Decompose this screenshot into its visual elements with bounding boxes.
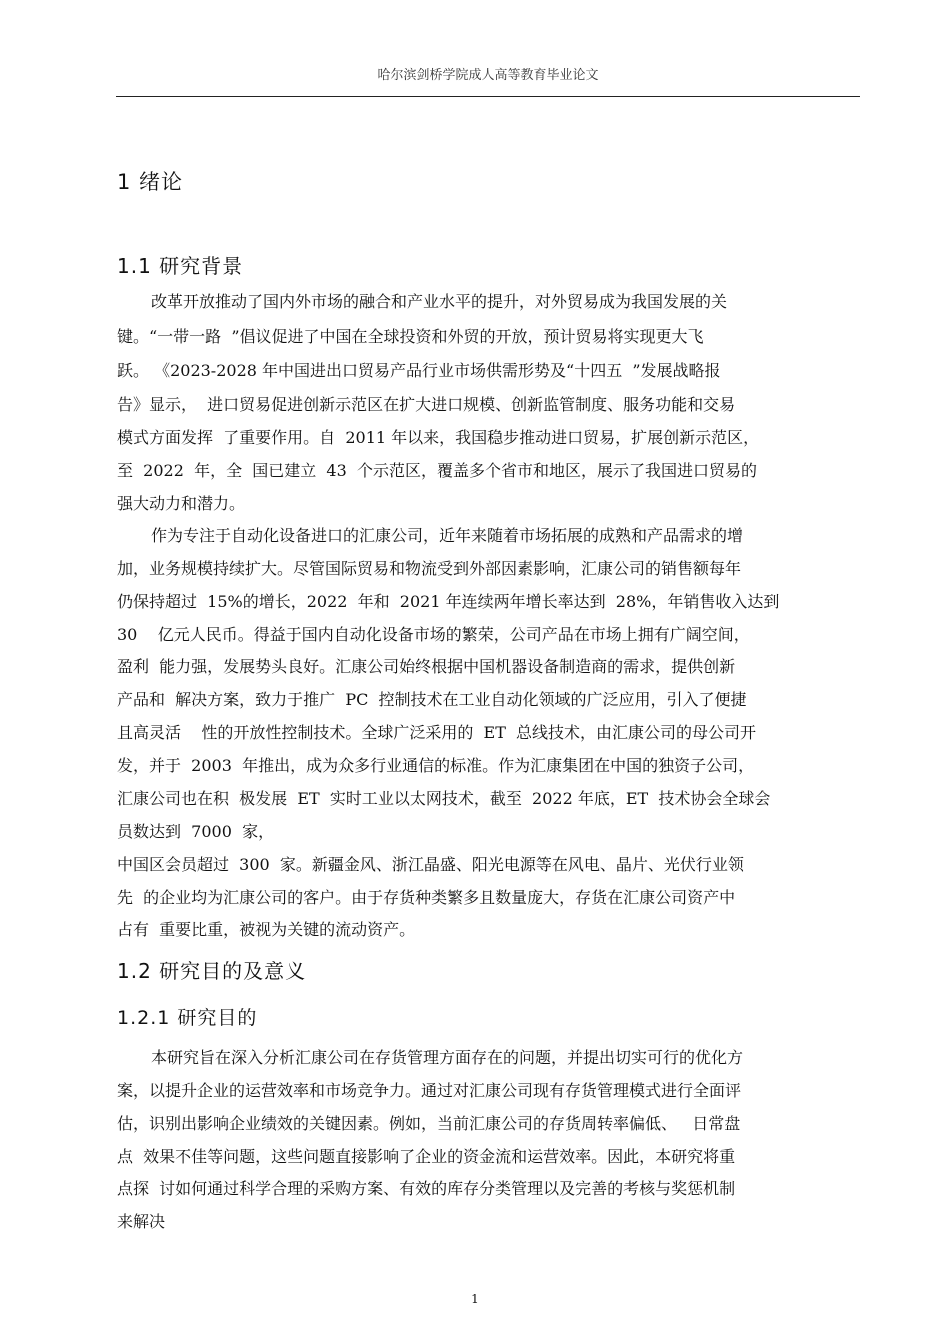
section-title-1-1: 1.1 研究背景	[117, 254, 244, 278]
header-rule	[116, 96, 860, 97]
paragraph-line: 员数达到 7000 家，	[117, 822, 275, 841]
paragraph-line: 盈利 能力强，发展势头良好。汇康公司始终根据中国机器设备制造商的需求，提供创新	[117, 657, 736, 676]
paragraph-line: 至 2022 年，全 国已建立 43 个示范区，覆盖多个省市和地区，展示了我国进口贸易的	[117, 461, 757, 480]
section-title-1-2-1: 1.2.1 研究目的	[117, 1007, 258, 1029]
paragraph-line: 30 亿元人民币。得益于国内自动化设备市场的繁荣，公司产品在市场上拥有广阔空间，	[117, 625, 750, 644]
paragraph-line: 本研究旨在深入分析汇康公司在存货管理方面存在的问题，并提出切实可行的优化方	[151, 1048, 744, 1067]
running-header: 哈尔滨剑桥学院成人高等教育毕业论文	[377, 68, 599, 83]
chapter-title: 1 绪论	[117, 170, 184, 194]
paragraph-line: 产品和 解决方案，致力于推广 PC 控制技术在工业自动化领域的广泛应用，引入了便捷	[117, 690, 747, 709]
paragraph-line: 汇康公司也在积 极发展 ET 实时工业以太网技术，截至 2022 年底，ET 技术协会全球会	[117, 789, 771, 808]
section-title-1-2: 1.2 研究目的及意义	[117, 959, 307, 983]
paragraph-line: 改革开放推动了国内外市场的融合和产业水平的提升，对外贸易成为我国发展的关	[151, 292, 728, 311]
paragraph-line: 先 的企业均为汇康公司的客户。由于存货种类繁多且数量庞大，存货在汇康公司资产中	[117, 888, 736, 907]
paragraph-line: 且高灵活 性的开放性控制技术。全球广泛采用的 ET 总线技术，由汇康公司的母公司开	[117, 723, 757, 742]
paragraph-line: 点 效果不佳等问题，这些问题直接影响了企业的资金流和运营效率。因此，本研究将重	[117, 1147, 736, 1166]
paragraph-line: 跃。 《2023-2028 年中国进出口贸易产品行业市场供需形势及“十四五 ”发展战略报	[117, 361, 721, 380]
paragraph-line: 点探 讨如何通过科学合理的采购方案、有效的库存分类管理以及完善的考核与奖惩机制	[117, 1179, 736, 1198]
paragraph-line: 发，并于 2003 年推出，成为众多行业通信的标准。作为汇康集团在中国的独资子公司，	[117, 756, 755, 775]
paragraph-line: 来解决	[117, 1212, 166, 1231]
paragraph-line: 案，以提升企业的运营效率和市场竞争力。通过对汇康公司现有存货管理模式进行全面评	[117, 1081, 742, 1100]
paragraph-line: 作为专注于自动化设备进口的汇康公司，近年来随着市场拓展的成熟和产品需求的增	[151, 526, 744, 545]
paragraph-line: 键。“一带一路 ”倡议促进了中国在全球投资和外贸的开放，预计贸易将实现更大飞	[117, 327, 704, 346]
paragraph-line: 中国区会员超过 300 家。新疆金风、浙江晶盛、阳光电源等在风电、晶片、光伏行业领	[117, 855, 744, 874]
paragraph-line: 估，识别出影响企业绩效的关键因素。例如，当前汇康公司的存货周转率偏低、 日常盘	[117, 1114, 741, 1133]
paragraph-line: 强大动力和潜力。	[117, 494, 246, 513]
page-number: 1	[471, 1292, 479, 1306]
paragraph-line: 占有 重要比重，被视为关键的流动资产。	[117, 920, 416, 939]
paragraph-line: 仍保持超过 15%的增长，2022 年和 2021 年连续两年增长率达到 28%，年销售收入达到	[117, 592, 780, 611]
paragraph-line: 模式方面发挥 了重要作用。自 2011 年以来，我国稳步推动进口贸易，扩展创新示范区，	[117, 428, 760, 447]
paragraph-line: 告》显示， 进口贸易促进创新示范区在扩大进口规模、创新监管制度、服务功能和交易	[117, 395, 736, 414]
paragraph-line: 加，业务规模持续扩大。尽管国际贸易和物流受到外部因素影响，汇康公司的销售额每年	[117, 559, 742, 578]
